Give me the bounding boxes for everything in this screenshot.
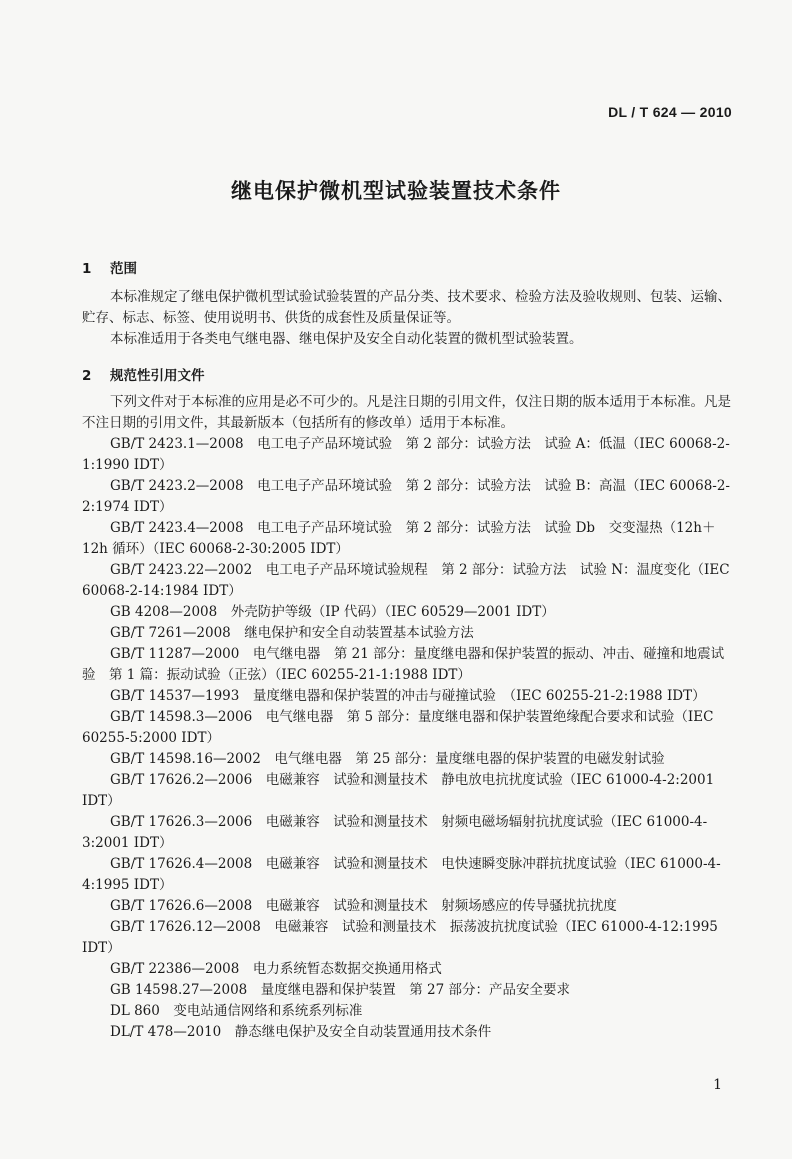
reference-item: GB/T 2423.2—2008 电工电子产品环境试验 第 2 部分：试验方法 试验 B：高温（IEC 60068-2-2:1974 IDT）	[82, 478, 730, 515]
document-title: 继电保护微机型试验装置技术条件	[231, 179, 561, 203]
reference-item: GB/T 17626.6—2008 电磁兼容 试验和测量技术 射频场感应的传导骚扰抗扰度	[110, 898, 617, 914]
paragraph: 本标准适用于各类电气继电器、继电保护及安全自动化装置的微机型试验装置。	[110, 331, 583, 347]
paragraph: 本标准规定了继电保护微机型试验试验装置的产品分类、技术要求、检验方法及验收规则、包装、运输、贮存、标志、标签、使用说明书、供货的成套性及质量保证等。	[82, 289, 731, 326]
section-number: 2	[82, 368, 92, 384]
reference-item: GB/T 11287—2000 电气继电器 第 21 部分：量度继电器和保护装置的振动、冲击、碰撞和地震试验 第 1 篇：振动试验（正弦）（IEC 60255-21-1:1988 IDT）	[82, 646, 725, 683]
section-heading-1	[82, 257, 137, 277]
reference-item: GB/T 14598.3—2006 电气继电器 第 5 部分：量度继电器和保护装置绝缘配合要求和试验（IEC 60255-5:2000 IDT）	[82, 709, 714, 746]
reference-item: GB/T 7261—2008 继电保护和安全自动装置基本试验方法	[110, 625, 474, 641]
section-title: 范围	[110, 261, 137, 277]
reference-item: GB 14598.27—2008 量度继电器和保护装置 第 27 部分：产品安全要求	[110, 982, 571, 998]
reference-item: GB/T 17626.4—2008 电磁兼容 试验和测量技术 电快速瞬变脉冲群抗扰度试验（IEC 61000-4-4:1995 IDT）	[82, 856, 721, 893]
page-number: 1	[713, 1077, 722, 1093]
standard-code: DL / T 624 — 2010	[608, 104, 732, 120]
section-title: 规范性引用文件	[110, 368, 205, 384]
paragraph: 下列文件对于本标准的应用是必不可少的。凡是注日期的引用文件，仅注日期的版本适用于本标准。凡是不注日期的引用文件，其最新版本（包括所有的修改单）适用于本标准。	[82, 394, 731, 431]
reference-item: GB/T 17626.12—2008 电磁兼容 试验和测量技术 振荡波抗扰度试验（IEC 61000-4-12:1995 IDT）	[82, 919, 718, 956]
reference-list	[82, 434, 734, 1043]
reference-item: GB/T 14537—1993 量度继电器和保护装置的冲击与碰撞试验 （IEC 60255-21-2:1988 IDT）	[110, 688, 706, 704]
reference-item: GB/T 2423.22—2002 电工电子产品环境试验规程 第 2 部分：试验方法 试验 N：温度变化（IEC 60068-2-14:1984 IDT）	[82, 562, 730, 599]
reference-item: DL/T 478—2010 静态继电保护及安全自动装置通用技术条件	[110, 1024, 492, 1040]
reference-item: DL 860 变电站通信网络和系统系列标准	[110, 1003, 363, 1019]
reference-item: GB/T 14598.16—2002 电气继电器 第 25 部分：量度继电器的保护装置的电磁发射试验	[110, 751, 665, 767]
section-heading-2	[82, 364, 205, 384]
reference-item: GB/T 2423.4—2008 电工电子产品环境试验 第 2 部分：试验方法 试验 Db 交变湿热（12h＋12h 循环）（IEC 60068-2-30:2005 IDT）	[82, 520, 716, 557]
reference-item: GB/T 17626.2—2006 电磁兼容 试验和测量技术 静电放电抗扰度试验（IEC 61000-4-2:2001 IDT）	[82, 772, 715, 809]
reference-item: GB/T 17626.3—2006 电磁兼容 试验和测量技术 射频电磁场辐射抗扰度试验（IEC 61000-4-3:2001 IDT）	[82, 814, 708, 851]
reference-item: GB/T 2423.1—2008 电工电子产品环境试验 第 2 部分：试验方法 试验 A：低温（IEC 60068-2-1:1990 IDT）	[82, 436, 730, 473]
section-2-intro	[82, 392, 734, 434]
section-number: 1	[82, 261, 92, 277]
reference-item: GB/T 22386—2008 电力系统暂态数据交换通用格式	[110, 961, 442, 977]
reference-item: GB 4208—2008 外壳防护等级（IP 代码）（IEC 60529—2001 IDT）	[110, 604, 555, 620]
section-1-body	[82, 287, 734, 350]
